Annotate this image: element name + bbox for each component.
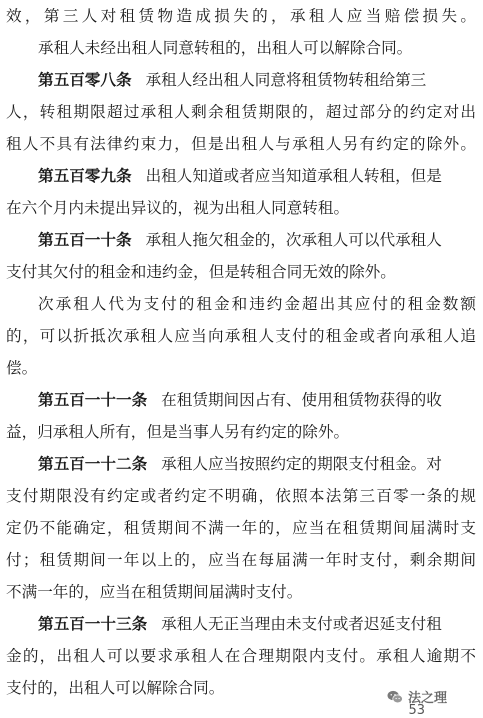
- text-line: 付；租赁期间一年以上的，应当在每届满一年时支付，剩余期间: [6, 551, 476, 569]
- text-line: 支付期限没有约定或者约定不明确，依照本法第三百零一条的规: [6, 487, 476, 505]
- text-line: 金的，出租人可以要求承租人在合理期限内支付。承租人逾期不: [6, 647, 476, 665]
- article-heading-509: 第五百零九条: [38, 167, 132, 185]
- text-line: 不满一年的，应当在租赁期间届满时支付。: [6, 583, 303, 601]
- article-heading-511: 第五百一十一条: [38, 391, 148, 409]
- text-line: 承租人无正当理由未支付或者迟延支付租: [161, 615, 442, 633]
- text-line: 承租人经出租人同意将租赁物转租给第三: [145, 71, 427, 89]
- text-line: 在六个月内未提出异议的，视为出租人同意转租。: [6, 199, 350, 217]
- text-line: 租人不具有法律约束力，但是出租人与承租人另有约定的除外。: [6, 135, 476, 153]
- page-number: 53: [408, 703, 425, 718]
- text-line: 效，第三人对租赁物造成损失的，承租人应当赔偿损失。: [6, 7, 476, 25]
- text-line: 支付的，出租人可以解除合同。: [6, 679, 225, 697]
- text-line: 益，归承租人所有，但是当事人另有约定的除外。: [6, 423, 350, 441]
- watermark-label: 法之理: [407, 691, 447, 706]
- article-heading-508: 第五百零八条: [38, 71, 132, 89]
- article-509-first-line: [6, 165, 476, 187]
- text-line: 在租赁期间因占有、使用租赁物获得的收: [161, 391, 442, 409]
- article-510-first-line: [6, 229, 476, 251]
- article-heading-512: 第五百一十二条: [38, 455, 148, 473]
- text-line: 次承租人代为支付的租金和违约金超出其应付的租金数额: [38, 295, 476, 313]
- text-line: 人，转租期限超过承租人剩余租赁期限的，超过部分的约定对出: [6, 103, 476, 121]
- text-line: 支付其欠付的租金和违约金，但是转租合同无效的除外。: [6, 263, 396, 281]
- text-line: 承租人应当按照约定的期限支付租金。对: [161, 455, 442, 473]
- article-513-first-line: [6, 613, 476, 635]
- article-508-first-line: [6, 69, 476, 91]
- article-heading-513: 第五百一十三条: [38, 615, 148, 633]
- article-heading-510: 第五百一十条: [38, 231, 132, 249]
- wechat-icon: [386, 688, 404, 706]
- text-line: 的，可以折抵次承租人应当向承租人支付的租金或者向承租人追: [6, 327, 476, 345]
- text-line: 偿。: [6, 359, 38, 377]
- text-line: 定仍不能确定，租赁期间不满一年的，应当在租赁期间届满时支: [6, 519, 476, 537]
- text-line: 承租人未经出租人同意转租的，出租人可以解除合同。: [38, 39, 413, 57]
- text-line: 承租人拖欠租金的，次承租人可以代承租人: [145, 231, 442, 249]
- text-line: 出租人知道或者应当知道承租人转租，但是: [145, 167, 442, 185]
- article-511-first-line: [6, 389, 476, 411]
- article-512-first-line: [6, 453, 476, 475]
